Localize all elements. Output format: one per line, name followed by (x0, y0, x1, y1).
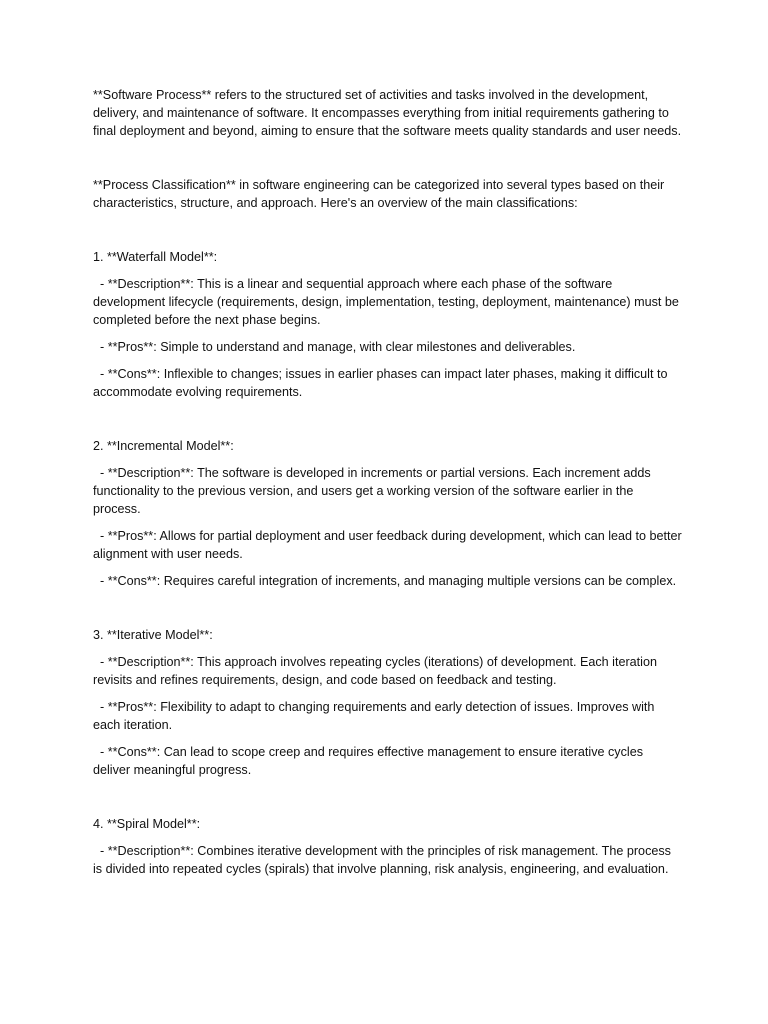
spiral-description: - **Description**: Combines iterative development with the principles of risk management. The process is divided into repeated cycles (spirals) that involve planning, risk analysis, engineering, and evaluation. (93, 842, 683, 878)
iterative-description: - **Description**: This approach involves repeating cycles (iterations) of development. Each iteration revisits and refines requirements, design, and code based on feedback and testing. (93, 653, 683, 689)
incremental-heading: 2. **Incremental Model**: (93, 439, 234, 453)
waterfall-pros: - **Pros**: Simple to understand and manage, with clear milestones and deliverables. (93, 338, 683, 356)
software-process-paragraph: **Software Process** refers to the structured set of activities and tasks involved in the development, delivery, and maintenance of software. It encompasses everything from initial requirements gathering to final deployment and beyond, aiming to ensure that the software meets quality standards and user needs. (93, 88, 682, 138)
iterative-cons: - **Cons**: Can lead to scope creep and requires effective management to ensure iterative cycles deliver meaningful progress. (93, 743, 683, 779)
iterative-heading: 3. **Iterative Model**: (93, 628, 213, 642)
spiral-heading: 4. **Spiral Model**: (93, 817, 201, 831)
process-classification-paragraph: **Process Classification** in software engineering can be categorized into several types based on their characteristics, structure, and approach. Here's an overview of the main classifications: (93, 178, 665, 210)
incremental-cons: - **Cons**: Requires careful integration of increments, and managing multiple versions can be complex. (93, 572, 683, 590)
waterfall-description: - **Description**: This is a linear and sequential approach where each phase of the software development lifecycle (requirements, design, implementation, testing, deployment, maintenance) must be completed before the next phase begins. (93, 275, 683, 329)
waterfall-cons: - **Cons**: Inflexible to changes; issues in earlier phases can impact later phases, making it difficult to accommodate evolving requirements. (93, 365, 683, 401)
incremental-pros: - **Pros**: Allows for partial deployment and user feedback during development, which can lead to better alignment with user needs. (93, 527, 683, 563)
incremental-description: - **Description**: The software is developed in increments or partial versions. Each increment adds functionality to the previous version, and users get a working version of the software earlier in the process. (93, 464, 683, 518)
iterative-pros: - **Pros**: Flexibility to adapt to changing requirements and early detection of issues. Improves with each iteration. (93, 698, 683, 734)
waterfall-heading: 1. **Waterfall Model**: (93, 250, 218, 264)
document-page (93, 86, 683, 878)
